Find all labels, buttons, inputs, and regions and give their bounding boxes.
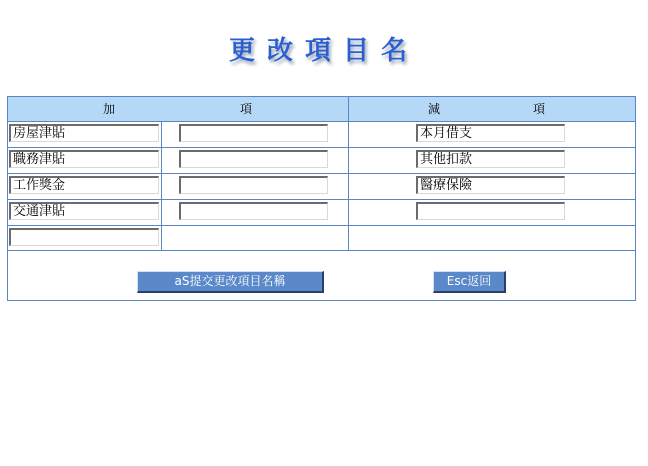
- row-divider: [8, 199, 635, 200]
- add-header-left: 加: [103, 102, 116, 116]
- items-table: [7, 96, 636, 301]
- row-divider: [8, 173, 635, 174]
- submit-button[interactable]: aS提交更改項目名稱: [137, 271, 324, 293]
- add-item-name-input[interactable]: 房屋津貼: [9, 124, 159, 142]
- row-divider: [8, 121, 635, 122]
- add-item-name-input[interactable]: 職務津貼: [9, 150, 159, 168]
- add-item-name-input[interactable]: 交通津貼: [9, 202, 159, 220]
- back-button[interactable]: Esc返回: [433, 271, 506, 293]
- sub-item-name-input[interactable]: 本月借支: [416, 124, 565, 142]
- row-divider: [8, 147, 635, 148]
- page-title: 更改項目名: [228, 36, 419, 66]
- sub-item-name-input[interactable]: 醫療保險: [416, 176, 565, 194]
- add-header-right: 項: [240, 102, 253, 116]
- add-item-extra-input[interactable]: [179, 176, 328, 194]
- add-item-extra-input[interactable]: [179, 124, 328, 142]
- col-divider: [348, 97, 349, 250]
- sub-header-left: 減: [428, 102, 441, 116]
- sub-item-name-input[interactable]: [416, 202, 565, 220]
- sub-header-right: 項: [533, 102, 546, 116]
- add-item-name-input[interactable]: 工作獎金: [9, 176, 159, 194]
- add-item-name-input[interactable]: [9, 228, 159, 246]
- add-item-extra-input[interactable]: [179, 202, 328, 220]
- row-divider: [8, 225, 635, 226]
- col-divider: [161, 121, 162, 250]
- sub-item-name-input[interactable]: 其他扣款: [416, 150, 565, 168]
- add-item-extra-input[interactable]: [179, 150, 328, 168]
- row-divider: [8, 250, 635, 251]
